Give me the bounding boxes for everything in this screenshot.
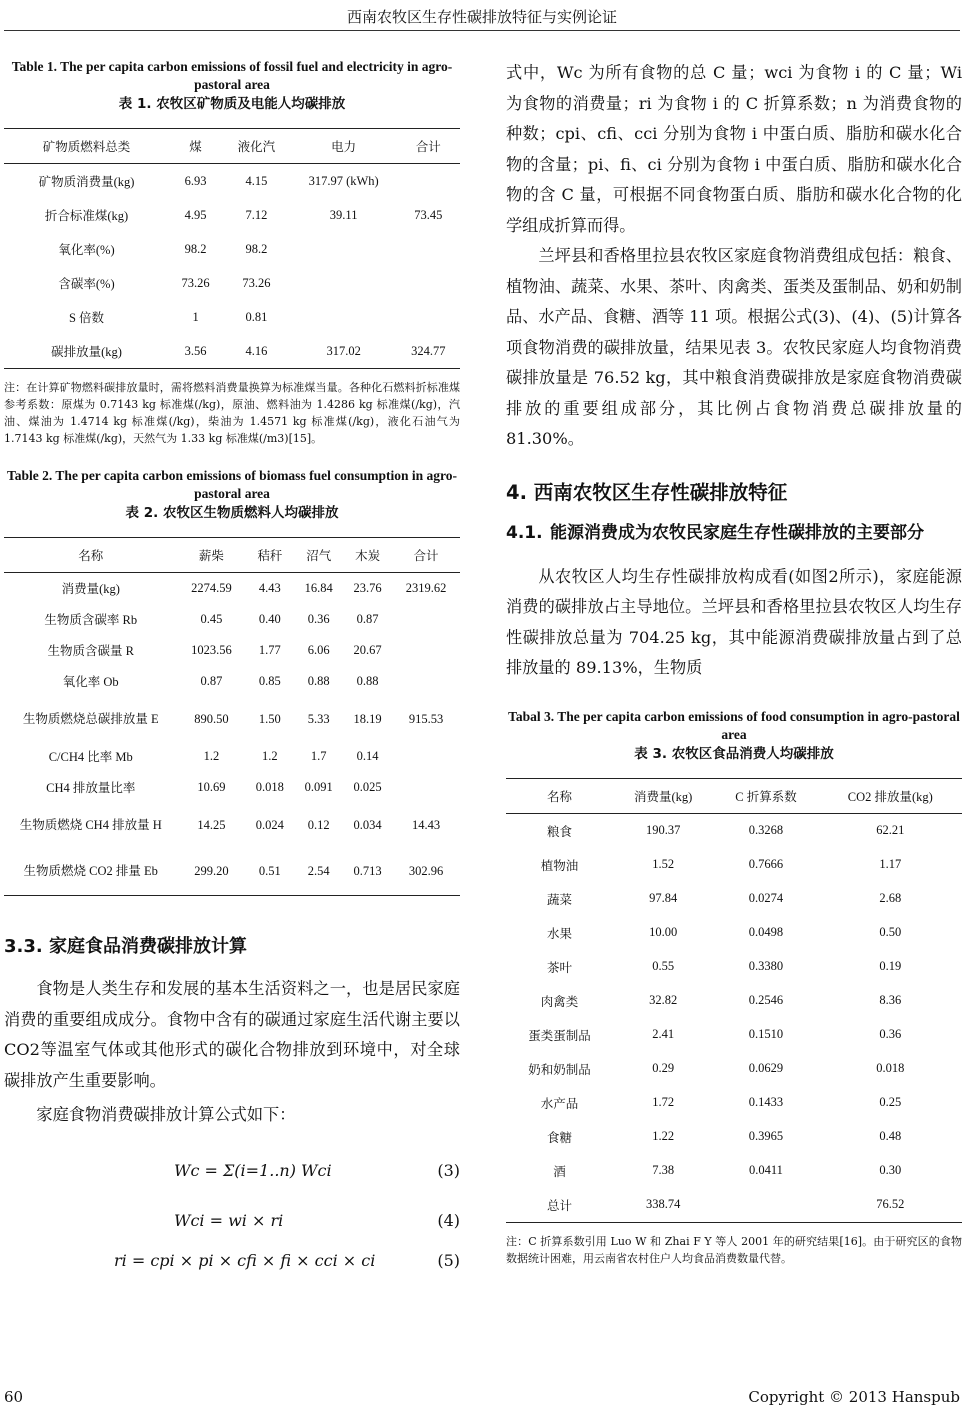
- copyright: Copyright © 2013 Hanspub: [748, 1388, 960, 1406]
- table1-cell: 氧化率(%): [58, 243, 115, 257]
- table2-row: [4, 604, 460, 635]
- table1-cell: [291, 232, 397, 266]
- table3-cell: 奶和奶制品: [528, 1062, 591, 1077]
- table2-cell: 23.76: [353, 581, 382, 595]
- table3-note: 注：C 折算系数引用 Luo W 和 Zhai F Y 等人 2001 年的研究结果[16]。由于研究区的食物数据统计困难，用云南省农村住户人均食品消费数量代替。: [506, 1234, 962, 1265]
- table2-cell: 14.25: [197, 817, 226, 832]
- table2-cell: 302.96: [392, 847, 460, 896]
- table2-cell: CH4 排放量比率: [46, 780, 136, 795]
- table3-cell: 7.38: [652, 1163, 675, 1177]
- table1-row: [4, 300, 460, 334]
- page-number: 60: [4, 1388, 24, 1406]
- header-rule: [4, 30, 960, 31]
- table3-row: [506, 1154, 962, 1188]
- table1-cell: 98.2: [245, 241, 268, 256]
- table2-header-cell: 合计: [392, 538, 460, 573]
- table1-cell: S 倍数: [68, 311, 105, 325]
- table3-header-cell: CO2 排放量(kg): [819, 778, 962, 813]
- table3-cell: 食糖: [547, 1130, 573, 1145]
- equation-5: [4, 1243, 460, 1283]
- section-4-1-number: 4.1.: [506, 522, 543, 543]
- table3-cell: 32.82: [649, 993, 678, 1007]
- table2-cell: 氧化率 Ob: [62, 674, 119, 689]
- table2-cell: 14.43: [411, 817, 441, 832]
- table3-caption-en: Tabal 3. The per capita carbon emissions of food consumption in agro-pastoral area: [508, 708, 960, 742]
- table2-cell: 0.024: [255, 817, 284, 832]
- table2-cell: 2.54: [294, 847, 343, 896]
- table1-header-cell: 液化汽: [222, 129, 291, 164]
- table2-cell: 1.2: [262, 749, 278, 763]
- table1-row: [4, 164, 460, 199]
- table3-cell: 0.48: [879, 1129, 902, 1143]
- table2-row: [4, 573, 460, 605]
- table2-cell: 1023.56: [191, 643, 232, 657]
- table2-cell: 18.19: [353, 711, 382, 726]
- table2-cell: 0.713: [343, 847, 392, 896]
- table3-cell: 0.7666: [748, 857, 784, 871]
- table2-cell: 1.50: [258, 711, 281, 726]
- table3-cell: 蛋类蛋制品: [528, 1028, 591, 1043]
- table1-cell: 73.45: [414, 207, 443, 222]
- table3-header-cell: 消费量(kg): [613, 778, 713, 813]
- table2-cell: 0.091: [304, 780, 333, 794]
- table1-cell: [397, 266, 460, 300]
- equation-4: [4, 1203, 460, 1243]
- table1-cell: 317.97 (kWh): [308, 173, 379, 188]
- table1-header-cell: 煤: [169, 129, 222, 164]
- table3-cell: 338.74: [613, 1188, 713, 1223]
- table3-row: [506, 882, 962, 916]
- table2-cell: [392, 635, 460, 666]
- table3-cell: 76.52: [819, 1188, 962, 1223]
- left-column: [4, 58, 460, 1283]
- table3-row: [506, 1052, 962, 1086]
- table3-cell: 0.3380: [748, 959, 784, 973]
- table2-cell: 0.51: [245, 847, 294, 896]
- table1-caption-zh: 表 1. 农牧区矿物质及电能人均碳排放: [118, 96, 346, 112]
- table3-cell: 1.52: [652, 857, 675, 871]
- table1-cell: [291, 266, 397, 300]
- table2-caption-en: Table 2. The per capita carbon emissions of biomass fuel consumption in agro-pastoral area: [7, 468, 457, 501]
- table3-cell: 0.2546: [748, 993, 784, 1007]
- table2-cell: 6.06: [307, 643, 330, 657]
- table1-cell: 6.93: [184, 173, 207, 188]
- table1-cell: 含碳率(%): [58, 277, 115, 291]
- table2-cell: [392, 772, 460, 803]
- table3-cell: 0.1433: [748, 1095, 784, 1109]
- table2-header-cell: 薪柴: [177, 538, 245, 573]
- table3-row: [506, 950, 962, 984]
- table2-cell: [392, 604, 460, 635]
- table2-cell: 890.50: [194, 711, 229, 726]
- table3-cell: 0.25: [879, 1095, 902, 1109]
- table3-cell: 0.3965: [748, 1129, 784, 1143]
- table1-cell: [291, 300, 397, 334]
- table1-cell: 98.2: [184, 241, 207, 256]
- table3-cell: 0.0274: [748, 891, 784, 905]
- table3-header-cell: C 折算系数: [713, 778, 818, 813]
- table2-cell: 0.85: [258, 674, 281, 688]
- table3-row: [506, 1018, 962, 1052]
- table2-cell: 0.45: [200, 612, 223, 626]
- section-4-heading: 4. 西南农牧区生存性碳排放特征: [506, 480, 788, 504]
- table2-cell: 2319.62: [405, 581, 447, 595]
- table3: [506, 778, 962, 1223]
- table2-row: [4, 772, 460, 803]
- table3-row: [506, 1188, 962, 1223]
- table1-cell: 碳排放量(kg): [4, 334, 169, 369]
- table1-header-cell: 电力: [291, 129, 397, 164]
- table2-cell: 生物质含碳量 R: [47, 643, 134, 658]
- table3-cell: 水果: [547, 926, 573, 941]
- table2-cell: 0.87: [200, 674, 223, 688]
- table1-cell: 7.12: [245, 207, 268, 222]
- table1-cell: 1: [192, 309, 199, 324]
- table1-cell: 73.26: [181, 275, 210, 290]
- table2-cell: 1.77: [258, 643, 281, 657]
- table1-cell: 矿物质消费量(kg): [38, 175, 135, 189]
- section-4-1-title: 能源消费成为农牧民家庭生存性碳排放的主要部分: [550, 522, 924, 543]
- table3-cell: 植物油: [540, 858, 579, 873]
- table2-header-cell: 名称: [4, 538, 177, 573]
- section-4-1-heading: [506, 519, 962, 548]
- table2-row: [4, 635, 460, 666]
- table1: [4, 128, 460, 369]
- table3-cell: 62.21: [876, 823, 905, 837]
- table3-cell: 1.72: [652, 1095, 675, 1109]
- table3-cell: 10.00: [649, 925, 678, 939]
- table3-cell: 蔬菜: [547, 892, 573, 907]
- table2-cell: 299.20: [177, 847, 245, 896]
- table2-header-cell: 木炭: [343, 538, 392, 573]
- table1-cell: 73.26: [242, 275, 271, 290]
- table2-cell: C/CH4 比率 Mb: [48, 749, 133, 764]
- table1-cell: 4.16: [222, 334, 291, 369]
- table1-header-cell: 合计: [397, 129, 460, 164]
- table1-caption-en: Table 1. The per capita carbon emissions of fossil fuel and electricity in agro- pastoral area: [11, 59, 453, 92]
- table3-cell: 1.17: [879, 857, 902, 871]
- table1-cell: 324.77: [397, 334, 460, 369]
- table2-cell: 5.33: [307, 711, 330, 726]
- table3-cell: 0.0498: [748, 925, 784, 939]
- table3-cell: 0.19: [879, 959, 902, 973]
- table2-cell: 20.67: [353, 643, 382, 657]
- table1-cell: [397, 300, 460, 334]
- table1-row: [4, 334, 460, 369]
- table1-cell: [397, 232, 460, 266]
- table2-cell: 生物质燃烧总碳排放量 E: [22, 712, 159, 726]
- table1-cell: 39.11: [329, 207, 358, 222]
- table3-cell: 2.68: [879, 891, 902, 905]
- table2-cell: 0.88: [356, 674, 379, 688]
- table2-cell: 0.025: [353, 780, 382, 794]
- table2-cell: 2274.59: [191, 581, 232, 595]
- table3-cell: 0.36: [879, 1027, 902, 1041]
- table1-row: [4, 198, 460, 232]
- table3-header-cell: 名称: [506, 778, 613, 813]
- table1-row: [4, 232, 460, 266]
- table2-cell: 4.43: [258, 581, 281, 595]
- table3-cell: 0.55: [652, 959, 675, 973]
- table2-header-cell: 沼气: [294, 538, 343, 573]
- table3-cell: 0.018: [876, 1061, 905, 1075]
- table2-cell: [392, 666, 460, 697]
- table2: [4, 537, 460, 896]
- table3-cell: 0.1510: [748, 1027, 784, 1041]
- table2-cell: 0.14: [356, 749, 379, 763]
- table3-row: [506, 1086, 962, 1120]
- table2-cell: [392, 741, 460, 772]
- table3-caption-zh: 表 3. 农牧区食品消费人均碳排放: [634, 745, 834, 762]
- table3-cell: 0.29: [652, 1061, 675, 1075]
- table3-row: [506, 848, 962, 882]
- table2-header-cell: 秸秆: [245, 538, 294, 573]
- table2-cell: 1.7: [310, 749, 327, 763]
- table3-cell: 2.41: [652, 1027, 675, 1041]
- right-paragraph-2: 兰坪县和香格里拉县农牧区家庭食物消费组成包括：粮食、植物油、蔬菜、水果、茶叶、肉禽类、蛋类及蛋制品、奶和奶制品、水产品、食糖、酒等 11 项。根据公式(3)、(4)、(5)计算各项食物消费的碳排放量，结果见表 3。农牧民家庭人均食物消费碳排放量是 76.52 kg，其中粮食消费碳排放是家庭食物消费碳排放的重要组成部分，其比例占食物消费总碳排放量的 81.30%。: [506, 246, 962, 448]
- table2-cell: 生物质燃烧 CH4 排放量 H: [19, 818, 162, 832]
- table3-row: [506, 813, 962, 848]
- table2-cell: 0.87: [356, 612, 379, 626]
- table2-row: [4, 666, 460, 697]
- table1-cell: 4.15: [245, 173, 268, 188]
- right-column: [506, 58, 962, 1267]
- running-header: 西南农牧区生存性碳排放特征与实例论证: [346, 8, 617, 26]
- table2-cell: 生物质燃烧 CO2 排量 Eb: [4, 847, 177, 896]
- table3-cell: [713, 1188, 818, 1223]
- table2-cell: 生物质含碳率 Rb: [44, 612, 138, 627]
- table3-cell: 肉禽类: [540, 994, 579, 1009]
- section-3-3-paragraph-1: 食物是人类生存和发展的基本生活资料之一，也是居民家庭消费的重要组成成分。食物中含有的碳通过家庭生活代谢主要以CO2等温室气体或其他形式的碳化合物排放到环境中，对全球碳排放产生重要影响。: [4, 979, 460, 1090]
- table2-row: [4, 847, 460, 896]
- right-paragraph-3: 从农牧区人均生存性碳排放构成看(如图2所示)，家庭能源消费的碳排放占主导地位。兰坪县和香格里拉县农牧区人均生存性碳排放总量为 704.25 kg，其中能源消费碳排放量占到了总排放量的 89.13%，生物质: [506, 566, 962, 677]
- table1-row: [4, 266, 460, 300]
- table3-cell: 97.84: [649, 891, 678, 905]
- table2-cell: 0.88: [307, 674, 330, 688]
- table2-cell: 915.53: [408, 711, 444, 726]
- equation-3: [4, 1141, 460, 1203]
- table1-cell: 折合标准煤(kg): [44, 209, 129, 223]
- table2-row: [4, 697, 460, 741]
- table2-cell: 1.2: [203, 749, 220, 763]
- right-paragraph-1: 式中，Wc 为所有食物的总 C 量；wci 为食物 i 的 C 量；Wi 为食物的消费量；ri 为食物 i 的 C 折算系数；n 为消费食物的种数；cpi、cfi、cci 分别为食物 i 中蛋白质、脂肪和碳水化合物的含量；pi、fi、ci 分别为食物 i 中蛋白质、脂肪和碳水化合物的含 C 量，可根据不同食物蛋白质、脂肪和碳水化合物的化学组成折算而得。: [506, 63, 962, 235]
- table3-cell: 0.3268: [748, 823, 784, 837]
- section-3-3-paragraph-2: 家庭食物消费碳排放计算公式如下：: [36, 1105, 296, 1124]
- table1-cell: 317.02: [291, 334, 397, 369]
- table3-row: [506, 984, 962, 1018]
- table3-cell: 酒: [553, 1164, 566, 1179]
- table1-cell: 4.95: [184, 207, 207, 222]
- table3-cell: 0.50: [879, 925, 902, 939]
- table3-cell: 1.22: [652, 1129, 675, 1143]
- table3-row: [506, 1120, 962, 1154]
- equation-4-body: Wci = wi × ri: [174, 1210, 284, 1230]
- table2-cell: 0.40: [258, 612, 281, 626]
- table3-cell: 0.0629: [748, 1061, 784, 1075]
- section-3-3-heading: 3.3. 家庭食品消费碳排放计算: [4, 936, 247, 957]
- table2-cell: 0.018: [255, 780, 284, 794]
- table3-row: [506, 916, 962, 950]
- equation-3-number: (3): [437, 1160, 460, 1180]
- table2-cell: 16.84: [304, 581, 333, 595]
- table1-cell: 0.81: [245, 309, 268, 324]
- table3-cell: 190.37: [645, 823, 681, 837]
- equation-5-number: (5): [437, 1250, 460, 1270]
- table3-cell: 8.36: [879, 993, 902, 1007]
- table2-cell: 0.36: [307, 612, 330, 626]
- table2-row: [4, 803, 460, 847]
- table3-cell: 水产品: [540, 1096, 579, 1111]
- table2-cell: 0.034: [353, 817, 382, 832]
- table1-note: 注：在计算矿物燃料碳排放量时，需将燃料消费量换算为标准煤当量。各种化石燃料折标准煤参考系数：原煤为 0.7143 kg 标准煤(/kg)，原油、燃料油为 1.4286 kg 标准煤(/kg)，汽油、煤油为 1.4714 kg 标准煤(/kg)，柴油为 1.4571 kg 标准煤(/kg)，液化石油气为 1.7143 kg 标准煤(/kg)，天然气为 1.33 kg 标准煤(/m3)[15]。: [4, 381, 460, 445]
- equation-5-body: ri = cpi × pi × cfi × fi × cci × ci: [114, 1250, 376, 1270]
- table1-cell: 3.56: [169, 334, 222, 369]
- table3-cell: 总计: [506, 1188, 613, 1223]
- table3-cell: 0.0411: [749, 1163, 783, 1177]
- table2-cell: 0.12: [307, 817, 330, 832]
- table1-cell: [397, 164, 460, 199]
- table2-row: [4, 741, 460, 772]
- equation-3-body: Wc = Σ(i=1..n) Wci: [174, 1160, 332, 1180]
- table3-cell: 粮食: [547, 824, 573, 839]
- table3-cell: 茶叶: [547, 960, 573, 975]
- table2-caption-zh: 表 2. 农牧区生物质燃料人均碳排放: [125, 505, 339, 521]
- table2-cell: 10.69: [197, 780, 226, 794]
- table2-cell: 消费量(kg): [61, 581, 120, 596]
- table3-cell: 0.30: [879, 1163, 902, 1177]
- equation-4-number: (4): [437, 1210, 460, 1230]
- table1-header-cell: 矿物质燃料总类: [4, 129, 169, 164]
